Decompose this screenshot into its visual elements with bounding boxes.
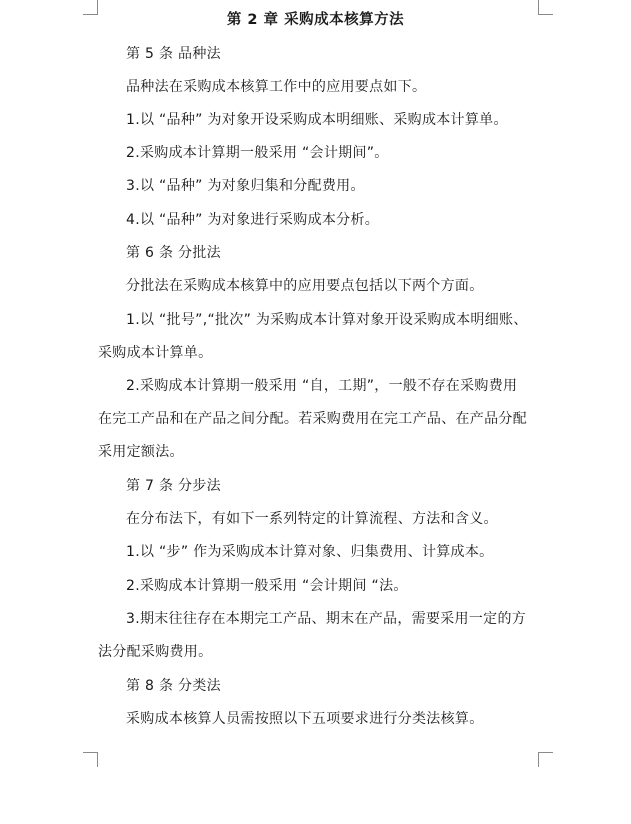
list-item: 2.采购成本计算期一般采用 “会计期间”。 — [126, 145, 389, 161]
article-8-heading: 第 8 条 分类法 — [126, 678, 221, 694]
list-item: 1.以 “品种” 为对象开设采购成本明细账、采购成本计算单。 — [126, 112, 508, 128]
crop-mark-bottom-right — [538, 752, 553, 767]
list-item-continuation: 采购成本计算单。 — [98, 345, 213, 361]
chapter-title: 第 2 章 采购成本核算方法 — [226, 12, 405, 28]
article-5-heading: 第 5 条 品种法 — [126, 46, 221, 62]
list-item: 1.以 “步” 作为采购成本计算对象、归集费用、计算成本。 — [126, 544, 494, 560]
list-item: 2.采购成本计算期一般采用 “会计期间 “法。 — [126, 578, 408, 594]
list-item: 4.以 “品种” 为对象进行采购成本分析。 — [126, 212, 380, 228]
list-item: 1.以 “批号”,“批次” 为采购成本计算对象开设采购成本明细账、 — [126, 312, 528, 328]
article-7-heading: 第 7 条 分步法 — [126, 478, 221, 494]
list-item: 3.以 “品种” 为对象归集和分配费用。 — [126, 178, 365, 194]
paragraph: 品种法在采购成本核算工作中的应用要点如下。 — [126, 79, 427, 95]
paragraph: 采购成本核算人员需按照以下五项要求进行分类法核算。 — [126, 711, 484, 727]
list-item: 3.期末往往存在本期完工产品、期末在产品，需要采用一定的方 — [126, 611, 527, 627]
crop-mark-bottom-left — [83, 752, 98, 767]
list-item-continuation: 在完工产品和在产品之间分配。若采购费用在完工产品、在产品分配 — [98, 411, 527, 427]
list-item-continuation: 采用定额法。 — [98, 444, 184, 460]
list-item-continuation: 法分配采购费用。 — [98, 644, 213, 660]
paragraph: 在分布法下，有如下一系列特定的计算流程、方法和含义。 — [126, 511, 498, 527]
article-6-heading: 第 6 条 分批法 — [126, 245, 221, 261]
paragraph: 分批法在采购成本核算中的应用要点包括以下两个方面。 — [126, 278, 484, 294]
list-item: 2.采购成本计算期一般采用 “自，工期”，一般不存在采购费用 — [126, 378, 518, 394]
